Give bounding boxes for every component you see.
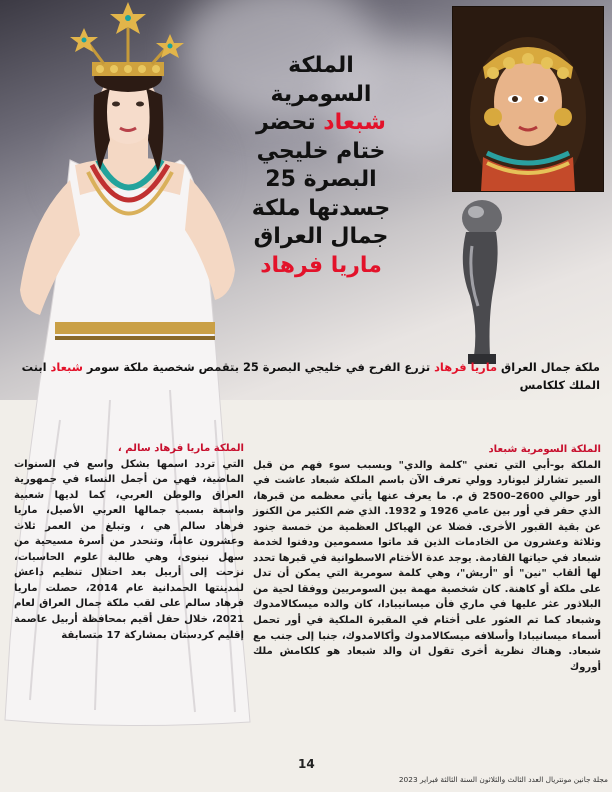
right-column-heading: الملكة السومرية شبعاد: [488, 444, 601, 455]
title-line-4: ختام خليجي: [256, 138, 386, 164]
subtitle-queen: شبعاد: [50, 360, 83, 374]
title-line-1: الملكة: [288, 53, 354, 78]
subtitle-name: ماريا فرهاد: [434, 360, 498, 374]
title-line-2: السومرية: [270, 81, 372, 107]
right-column-body: الملكة بو-أبي التي تعني "كلمة والدي" وبسبب سوء فهم من قبل السير تشارلز ليونارد وولي تعرف الآن باسم الملكة شبعاد عاشت في أور حوالي 2600–2500 ق م. ما يعرف عنها يأتي معظمه من قبرها، الذي حفر في أور بين عامي 1926 و 1932. الذي ضم الكثير من الكنوز عن بقية القبور الأخرى. فضلا عن الهياكل العظمية من خمسة جنود وثلاثة وعشرون من الخادمات الذين قد ماتوا مسمومين ودفنوا لخدمة شبعاد في حياتها القادمة. يوجد عدة الأختام الاسطوانية في قبرها تحدد لها ألقاب "نين" أو "أريش"، وهي كلمة سومرية التي يمكن أن تدل على ملكة أو كاهنة. كان شخصية مهمة بين السومريين ووفقا لحية من البلاذور عثر عليها في ماري فأن ميسانيبادا، كان والده ميسكالامدوك وشبعاد كما تم العثور على أختام في المقبرة الملكية في أور تحمل أسماء ميسانيبادا وأسلافه ميسكالامدوك وأكالامدوك، جنبا إلى جنب مع شبعاد. وهناك نظرية أخرى تقول ان والد شبعاد هو كلكامش ملك أوروك: [253, 459, 601, 673]
left-column: [14, 441, 244, 643]
article-subtitle: [14, 358, 600, 394]
subtitle-part-3: ابنت الملك كلكامس: [21, 360, 600, 392]
subtitle-part-1: ملكة جمال العراق: [501, 360, 600, 374]
title-line-7: جمال العراق: [253, 224, 389, 249]
article-title: [222, 52, 420, 280]
sumerian-queen-portrait: [452, 6, 604, 192]
title-line-8: ماريا فرهاد: [260, 252, 382, 278]
queen-figure-image: [0, 0, 260, 792]
title-line-3: [222, 109, 420, 138]
title-queen-name: شبعاد: [323, 110, 386, 135]
subtitle-part-2: تزرع الفرح في خليجي البصرة 25 بتقمص شخصية ملكة سومر: [86, 360, 431, 374]
page-number: 14: [298, 757, 315, 771]
left-column-body: التي تردد اسمها بشكل واسع في السنوات الماضية، فهي من أجمل النساء في جمهورية العراق والوطن العربي، كما لديها شعبية واسعة بسبب جمالها العربي الأصيل، ماريا فرهاد سالم هي ، وتبلغ من العمر ثلاث وعشرون عاماً، وتنحدر من أسرة مسيحية من سهل نينوى، وهي طالبة علوم الحاسبات، نزحت إلى أربيل بعد احتلال تنظيم داعش لمدينتها الحمدانية عام 2014، حصلت ماريا فرهاد سالم على لقب ملكة جمال العراق لعام 2021، خلال حفل أقيم بمحافظة أربيل عاصمة إقليم كردستان بمشاركة 17 متسابقة: [14, 458, 244, 641]
title-line-3-rest: تحضر: [256, 110, 316, 135]
magazine-footer: مجلة جانين مونتريال العدد الثالث والثلاثون السنة الثالثة فبراير 2023: [398, 775, 608, 784]
left-column-heading: الملكة ماريا فرهاد سالم ،: [117, 443, 244, 454]
trophy-image: [448, 196, 512, 366]
title-line-5: البصرة 25: [265, 167, 377, 192]
right-column: [253, 442, 601, 675]
title-line-6: جسدتها ملكة: [251, 195, 391, 221]
